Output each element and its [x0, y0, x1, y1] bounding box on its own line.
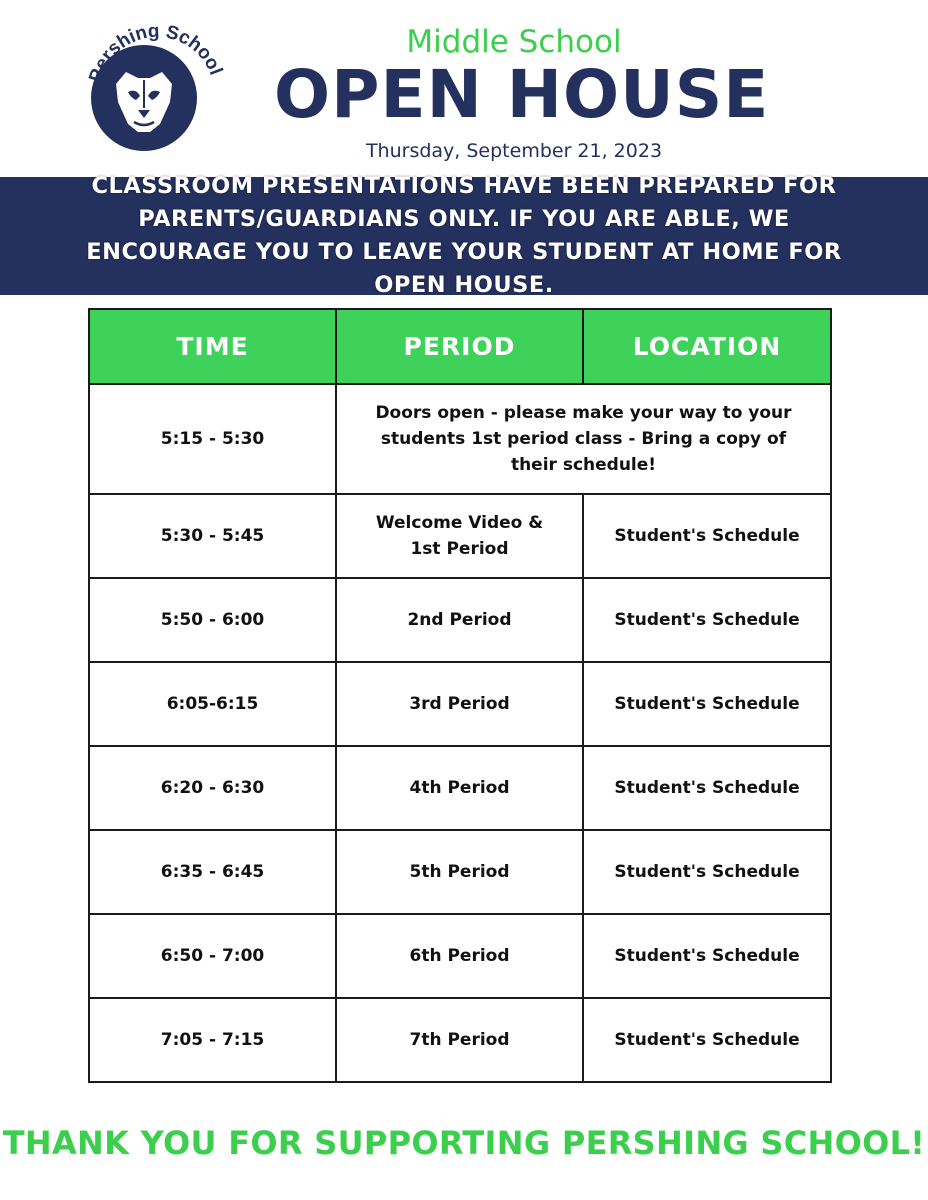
- time-cell: 5:50 - 6:00: [89, 578, 336, 662]
- location-cell: Student's Schedule: [583, 662, 831, 746]
- table-row: [89, 578, 831, 662]
- location-cell: Student's Schedule: [583, 746, 831, 830]
- time-cell: 6:35 - 6:45: [89, 830, 336, 914]
- location-cell: Student's Schedule: [583, 578, 831, 662]
- table-row: [89, 830, 831, 914]
- doors-open-note: Doors open - please make your way to your students 1st period class - Bring a copy of their schedule!: [336, 384, 831, 494]
- table-row: [89, 746, 831, 830]
- table-row: [89, 914, 831, 998]
- time-cell: 7:05 - 7:15: [89, 998, 336, 1082]
- schedule-table: [88, 308, 832, 1083]
- thank-you-footer: THANK YOU FOR SUPPORTING PERSHING SCHOOL!: [2, 1124, 926, 1162]
- table-row: [89, 494, 831, 578]
- location-cell: Student's Schedule: [583, 914, 831, 998]
- location-cell: Student's Schedule: [583, 998, 831, 1082]
- period-cell: 2nd Period: [336, 578, 583, 662]
- period-cell: 3rd Period: [336, 662, 583, 746]
- time-cell: 6:05-6:15: [89, 662, 336, 746]
- period-cell: 5th Period: [336, 830, 583, 914]
- location-cell: Student's Schedule: [583, 830, 831, 914]
- time-cell: 6:20 - 6:30: [89, 746, 336, 830]
- header-time: TIME: [89, 309, 336, 384]
- page-title: OPEN HOUSE: [274, 56, 770, 133]
- period-cell: 7th Period: [336, 998, 583, 1082]
- time-cell: 5:30 - 5:45: [89, 494, 336, 578]
- header-location: LOCATION: [583, 309, 831, 384]
- subtitle: Middle School: [406, 24, 622, 60]
- notice-banner: [0, 173, 928, 298]
- time-cell: 5:15 - 5:30: [89, 384, 336, 494]
- logo-text: Pershing School: [86, 20, 227, 85]
- period-cell: 6th Period: [336, 914, 583, 998]
- location-cell: Student's Schedule: [583, 494, 831, 578]
- notice-text: CLASSROOM PRESENTATIONS HAVE BEEN PREPARED FOR PARENTS/GUARDIANS ONLY. IF YOU ARE ABLE, WE ENCOURAGE YOU TO LEAVE YOUR STUDENT AT HOME FOR OPEN HOUSE.: [86, 173, 842, 298]
- header-period: PERIOD: [336, 309, 583, 384]
- period-cell: Welcome Video & 1st Period: [336, 494, 583, 578]
- table-header-row: [89, 309, 831, 384]
- period-cell: 4th Period: [336, 746, 583, 830]
- table-row: [89, 662, 831, 746]
- table-row: [89, 384, 831, 494]
- table-row: [89, 998, 831, 1082]
- event-date: Thursday, September 21, 2023: [365, 140, 663, 162]
- time-cell: 6:50 - 7:00: [89, 914, 336, 998]
